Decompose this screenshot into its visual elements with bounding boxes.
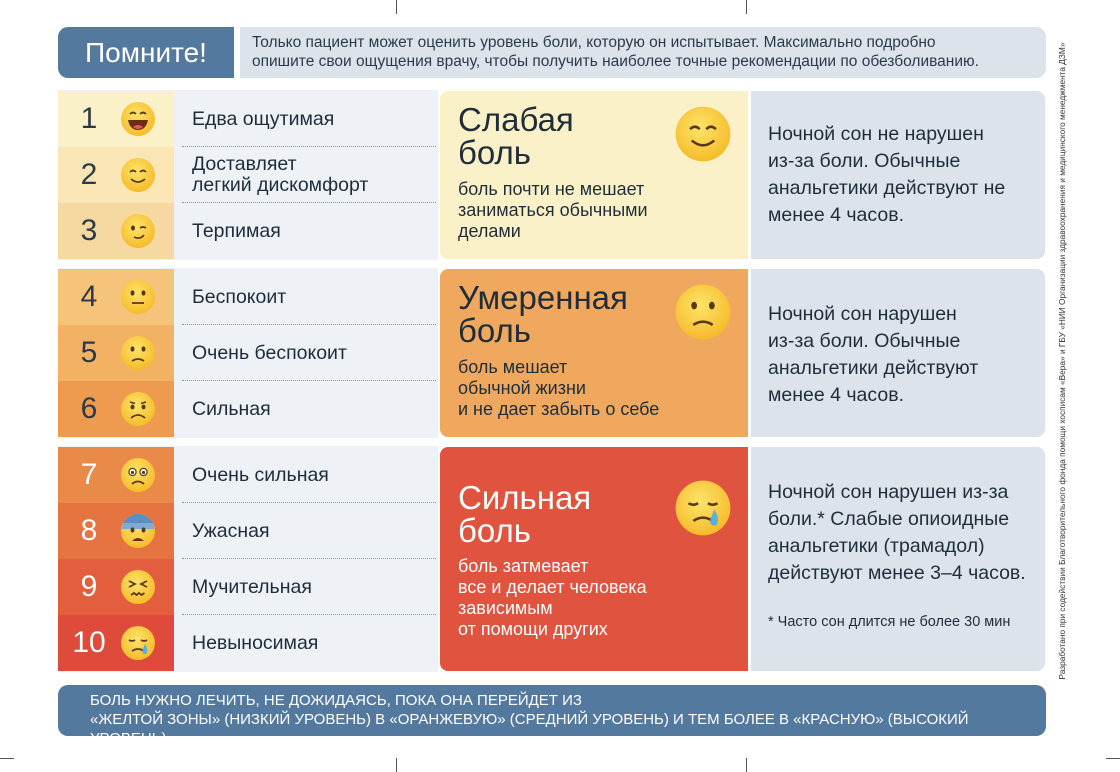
level-label: Невыносимая — [192, 631, 319, 654]
moderate-sleep-info — [751, 269, 1045, 437]
slightly-frowning-face-icon — [120, 335, 156, 371]
description-line: боль мешает — [458, 357, 568, 377]
crying-face-icon — [674, 479, 732, 537]
frowning-face-icon — [674, 283, 732, 341]
level-label-line: легкий дискомфорт — [192, 174, 369, 196]
crop-mark — [1106, 758, 1120, 759]
crying-face-icon — [120, 625, 156, 661]
description-line: все и делает человека — [458, 577, 647, 597]
footer-banner — [58, 685, 1046, 747]
level-label: Очень сильная — [192, 463, 329, 486]
category-title-line: боль — [458, 512, 531, 549]
mild-pain-card — [440, 91, 748, 259]
sleep-line: анальгетики (трамадол) — [768, 535, 985, 557]
header-note-line: Только пациент может оценить уровень боли, которую он испытывает. Максимально подробно — [252, 34, 936, 51]
sleep-text — [768, 301, 978, 409]
level-row — [58, 325, 174, 381]
sleep-line: боли.* Слабые опиоидные — [768, 508, 1010, 530]
category-title-line: Слабая — [458, 101, 574, 138]
sleep-text — [768, 121, 1005, 229]
level-label: Ужасная — [192, 519, 270, 542]
category-title — [458, 281, 628, 347]
divider — [182, 324, 436, 325]
category-title — [458, 103, 574, 169]
category-title-line: Умеренная — [458, 279, 628, 316]
level-row — [58, 91, 174, 147]
level-row — [58, 503, 174, 559]
divider — [182, 614, 436, 615]
sleep-line: Ночной сон нарушен из-за — [768, 481, 1009, 503]
sleep-line: менее 4 часов. — [768, 384, 904, 406]
crop-mark — [0, 758, 14, 759]
sleep-text — [768, 479, 1026, 587]
level-row — [58, 559, 174, 615]
severe-levels-group — [58, 446, 438, 672]
remember-badge — [58, 27, 234, 78]
description-line: и не дает забыть о себе — [458, 399, 660, 419]
sleep-line: менее 4 часов. — [768, 204, 904, 226]
description-line: зависимым — [458, 598, 553, 618]
level-label: Едва ощутимая — [192, 107, 335, 130]
frowning-face-icon — [120, 391, 156, 427]
crop-mark — [746, 758, 747, 772]
laughing-face-icon — [120, 101, 156, 137]
sleep-line: Ночной сон не нарушен — [768, 123, 984, 145]
severe-sleep-info — [751, 447, 1045, 671]
sleep-line: анальгетики действуют не — [768, 177, 1006, 199]
level-label: Беспокоит — [192, 285, 287, 308]
smirking-face-icon — [120, 213, 156, 249]
level-number: 5 — [80, 336, 98, 369]
level-row — [58, 203, 174, 259]
level-label: Мучительная — [192, 575, 312, 598]
level-label — [192, 147, 368, 203]
neutral-face-icon — [120, 279, 156, 315]
category-description — [458, 556, 647, 640]
mild-levels-group — [58, 90, 438, 260]
description-line: делами — [458, 221, 521, 241]
header-note-line: опишите свои ощущения врачу, чтобы получить наиболее точные рекомендации по обезболиванию. — [252, 53, 979, 70]
confounded-face-icon — [120, 569, 156, 605]
category-description — [458, 179, 648, 242]
divider — [182, 146, 436, 147]
category-description — [458, 357, 659, 420]
mild-sleep-info — [751, 91, 1045, 259]
level-row — [58, 147, 174, 203]
credit-text — [1055, 42, 1069, 680]
fearful-face-icon — [120, 513, 156, 549]
level-label: Терпимая — [192, 219, 281, 242]
smiling-face-icon — [674, 105, 732, 163]
credit-line: Разработано при содействии Благотворительного фонда помощи хосписам «Вера» и ГБУ «НИИ Организации здравоохранения и медицинского менеджмента ДЗМ» — [1057, 42, 1067, 680]
level-number: 9 — [80, 570, 98, 603]
smiling-face-icon — [120, 157, 156, 193]
remember-title: Помните! — [85, 36, 207, 68]
description-line: боль почти не мешает — [458, 179, 645, 199]
level-label-line: Доставляет — [192, 153, 297, 175]
divider — [182, 558, 436, 559]
level-row — [58, 615, 174, 671]
header-note — [240, 27, 1046, 78]
description-line: боль затмевает — [458, 556, 589, 576]
level-number: 1 — [80, 102, 98, 135]
level-number: 6 — [80, 392, 98, 425]
category-title — [458, 481, 591, 547]
level-row — [58, 381, 174, 437]
crop-mark — [746, 0, 747, 14]
sleep-line: из-за боли. Обычные — [768, 150, 961, 172]
level-number: 2 — [80, 158, 98, 191]
footnote: * Часто сон длится не более 30 мин — [768, 614, 1011, 630]
sleep-line: действуют менее 3–4 часов. — [768, 562, 1026, 584]
level-number: 3 — [80, 214, 98, 247]
level-label: Очень беспокоит — [192, 341, 347, 364]
divider — [182, 202, 436, 203]
description-line: обычной жизни — [458, 378, 586, 398]
level-number: 10 — [72, 626, 106, 659]
category-title-line: боль — [458, 134, 531, 171]
anxious-face-icon — [120, 457, 156, 493]
moderate-pain-card — [440, 269, 748, 437]
moderate-levels-group — [58, 268, 438, 438]
sleep-line: из-за боли. Обычные — [768, 330, 961, 352]
sleep-line: Ночной сон нарушен — [768, 303, 957, 325]
level-label: Сильная — [192, 397, 271, 420]
severe-pain-card — [440, 447, 748, 671]
crop-mark — [396, 0, 397, 14]
crop-mark — [396, 758, 397, 772]
sleep-line: анальгетики действуют — [768, 357, 979, 379]
footer-line: «ЖЕЛТОЙ ЗОНЫ» (НИЗКИЙ УРОВЕНЬ) В «ОРАНЖЕВУЮ» (СРЕДНИЙ УРОВЕНЬ) И ТЕМ БОЛЕЕ В «КРАСНУЮ» (ВЫСОКИЙ УРОВЕНЬ) — [90, 711, 969, 747]
level-row — [58, 447, 174, 503]
level-number: 8 — [80, 514, 98, 547]
level-number: 7 — [80, 458, 98, 491]
description-line: заниматься обычными — [458, 200, 648, 220]
footer-line: БОЛЬ НУЖНО ЛЕЧИТЬ, НЕ ДОЖИДАЯСЬ, ПОКА ОНА ПЕРЕЙДЕТ ИЗ — [90, 692, 582, 709]
level-number: 4 — [80, 280, 98, 313]
category-title-line: Сильная — [458, 479, 592, 516]
divider — [182, 502, 436, 503]
divider — [182, 380, 436, 381]
description-line: от помощи других — [458, 619, 608, 639]
level-row — [58, 269, 174, 325]
category-title-line: боль — [458, 312, 531, 349]
